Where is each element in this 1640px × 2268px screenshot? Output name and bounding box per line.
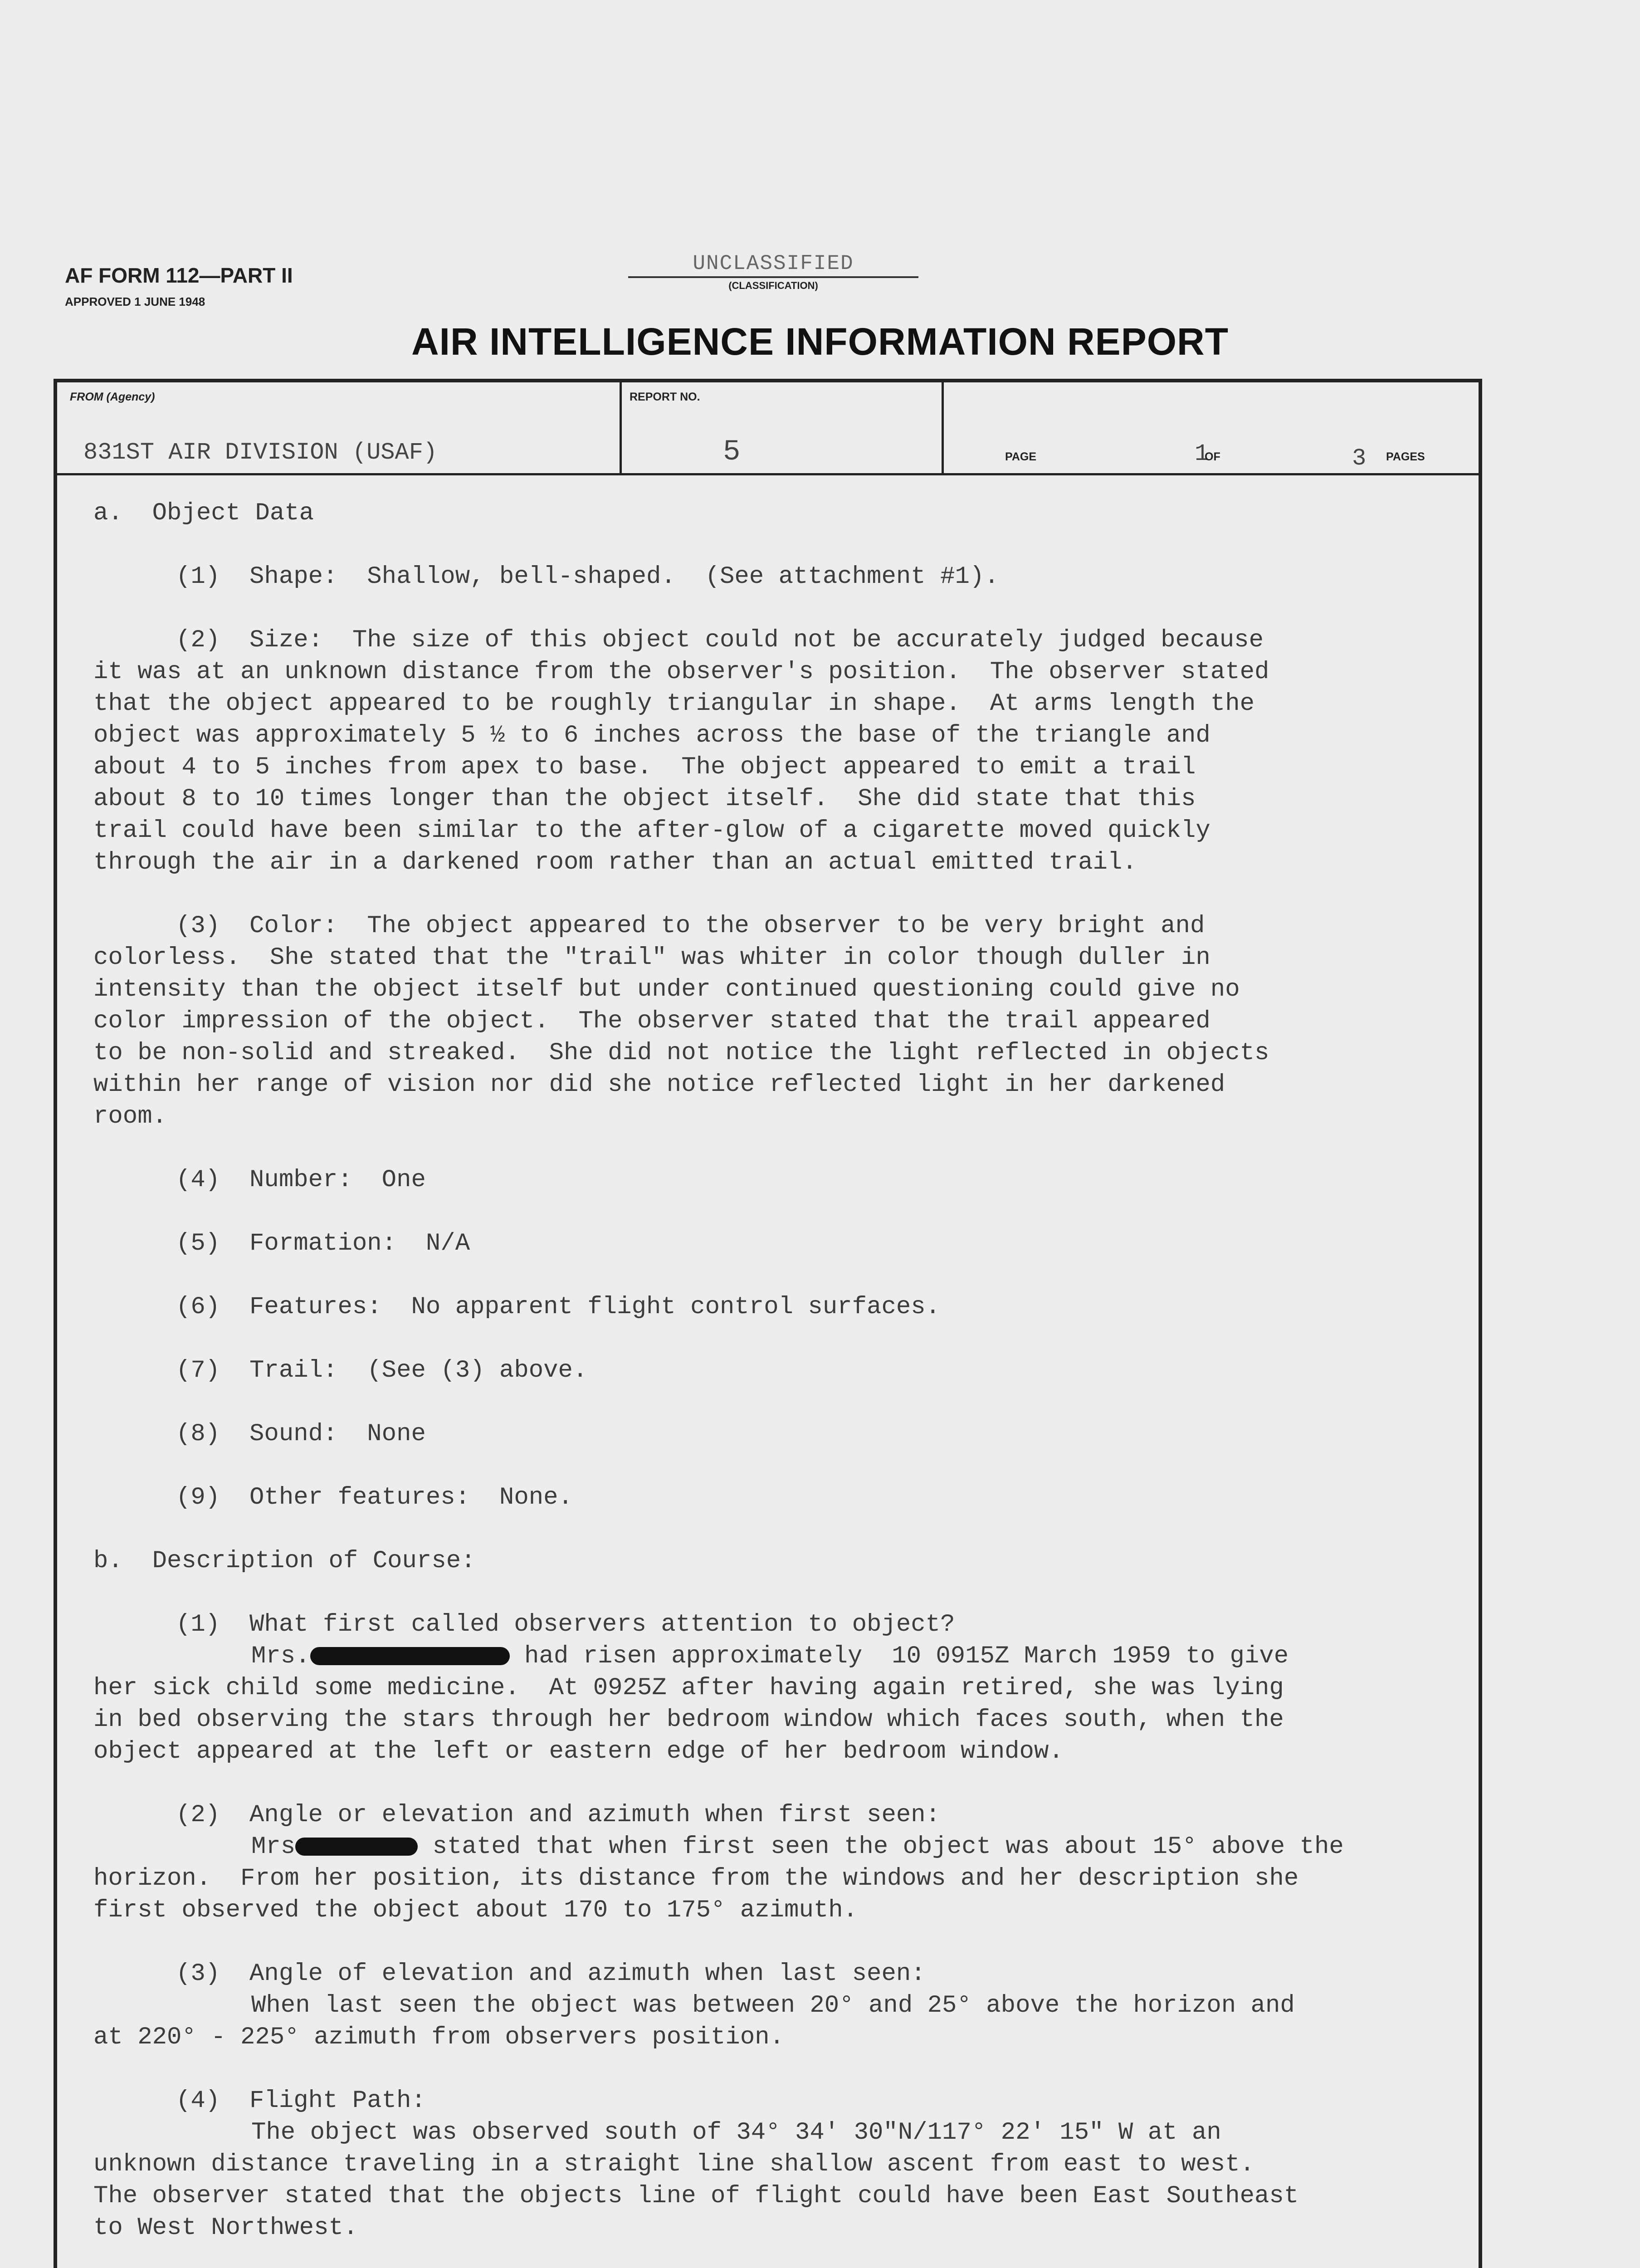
classification-top-caption: (CLASSIFICATION) xyxy=(728,280,818,291)
body-line: (6) Features: No apparent flight control surfaces. xyxy=(176,1293,941,1321)
body-line: that the object appeared to be roughly triangular in shape. At arms length the xyxy=(93,690,1255,718)
body-line: (3) Angle of elevation and azimuth when last seen: xyxy=(176,1960,926,1988)
page-value: 1 xyxy=(1195,440,1209,467)
body-line: stated that when first seen the object was about 15° above the xyxy=(432,1833,1344,1861)
body-line: (3) Color: The object appeared to the observer to be very bright and xyxy=(176,912,1205,940)
body-line: intensity than the object itself but under continued questioning could give no xyxy=(93,976,1240,1003)
from-value: 831ST AIR DIVISION (USAF) xyxy=(83,439,438,466)
body-line: (2) Size: The size of this object could not be accurately judged because xyxy=(176,626,1264,654)
body-line: her sick child some medicine. At 0925Z after having again retired, she was lying xyxy=(93,1674,1284,1702)
classification-top xyxy=(628,252,918,292)
body-line: it was at an unknown distance from the observer's position. The observer stated xyxy=(93,658,1269,686)
redaction-bar xyxy=(295,1838,418,1856)
body-line-redacted xyxy=(251,1644,1289,1669)
body-line: first observed the object about 170 to 175° azimuth. xyxy=(93,1897,858,1924)
pages-label: PAGES xyxy=(1386,450,1425,463)
body-line: about 8 to 10 times longer than the object itself. She did state that this xyxy=(93,785,1196,813)
report-no-value: 5 xyxy=(723,436,741,469)
report-frame xyxy=(54,379,1482,2268)
body-line: object was approximately 5 ½ to 6 inches across the base of the triangle and xyxy=(93,722,1210,749)
body-line: at 220° - 225° azimuth from observers position. xyxy=(93,2024,785,2051)
body-line: (4) Flight Path: xyxy=(176,2087,426,2115)
body-line: (9) Other features: None. xyxy=(176,1484,573,1511)
body-line: unknown distance traveling in a straight line shallow ascent from east to west. xyxy=(93,2151,1255,2178)
body-line: colorless. She stated that the "trail" was whiter in color though duller in xyxy=(93,944,1210,972)
section-heading: a. Object Data xyxy=(93,499,314,527)
redaction-bar xyxy=(310,1647,510,1665)
section-heading: b. Description of Course: xyxy=(93,1547,476,1575)
body-line: (1) What first called observers attention to object? xyxy=(176,1611,955,1638)
report-header-row xyxy=(57,382,1479,475)
of-value: 3 xyxy=(1352,445,1367,472)
body-line: (7) Trail: (See (3) above. xyxy=(176,1357,588,1384)
report-no-label: REPORT NO. xyxy=(630,391,700,403)
body-line: (5) Formation: N/A xyxy=(176,1230,470,1257)
redacted-prefix: Mrs. xyxy=(251,1642,310,1670)
body-line: object appeared at the left or eastern edge of her bedroom window. xyxy=(93,1738,1064,1765)
body-line: through the air in a darkened room rather than an actual emitted trail. xyxy=(93,849,1137,876)
body-line: room. xyxy=(93,1103,167,1130)
body-line: (1) Shape: Shallow, bell-shaped. (See attachment #1). xyxy=(176,563,999,591)
body-line-redacted xyxy=(251,1835,1344,1859)
page-label: PAGE xyxy=(1005,450,1036,463)
classification-top-value: UNCLASSIFIED xyxy=(693,252,854,275)
body-line: had risen approximately 10 0915Z March 1959 to give xyxy=(524,1642,1289,1670)
body-line: in bed observing the stars through her bedroom window which faces south, when the xyxy=(93,1706,1284,1734)
body-line: about 4 to 5 inches from apex to base. The object appeared to emit a trail xyxy=(93,753,1196,781)
body-line: horizon. From her position, its distance from the windows and her description she xyxy=(93,1865,1299,1892)
body-line: within her range of vision nor did she notice reflected light in her darkened xyxy=(93,1071,1225,1099)
body-line: (4) Number: One xyxy=(176,1166,426,1194)
body-line: to West Northwest. xyxy=(93,2214,358,2242)
body-line: The observer stated that the objects line of flight could have been East Southeast xyxy=(93,2182,1299,2210)
body-line: to be non-solid and streaked. She did not notice the light reflected in objects xyxy=(93,1039,1269,1067)
form-approved-date: APPROVED 1 JUNE 1948 xyxy=(65,295,205,308)
body-line: trail could have been similar to the after-glow of a cigarette moved quickly xyxy=(93,817,1210,845)
body-line: (2) Angle or elevation and azimuth when first seen: xyxy=(176,1801,941,1829)
from-label: FROM (Agency) xyxy=(70,391,155,403)
body-line: When last seen the object was between 20° and 25° above the horizon and xyxy=(251,1992,1295,2019)
body-line: The object was observed south of 34° 34' 30"N/117° 22' 15" W at an xyxy=(251,2119,1221,2146)
redacted-prefix: Mrs xyxy=(251,1833,296,1861)
of-label: OF xyxy=(1205,450,1220,463)
form-id: AF FORM 112—PART II xyxy=(65,264,293,287)
report-title: AIR INTELLIGENCE INFORMATION REPORT xyxy=(411,320,1229,363)
report-body xyxy=(57,475,1479,2268)
body-line: color impression of the object. The observer stated that the trail appeared xyxy=(93,1007,1210,1035)
body-line: (8) Sound: None xyxy=(176,1420,426,1448)
